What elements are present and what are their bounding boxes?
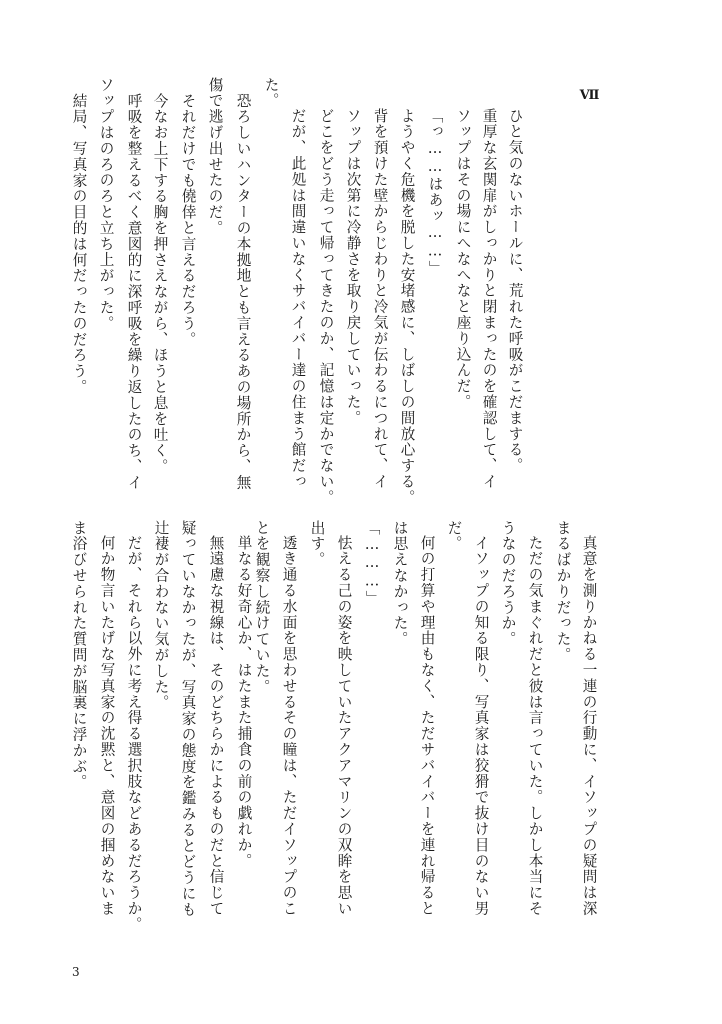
text-line: ソップはのろのろと立ち上がった。 [97,77,115,332]
text-line: ソップは次第に冷静さを取り戻していった。 [344,108,362,426]
text-line: 結局、写真家の目的は何だったのだろう。 [70,93,88,396]
text-line: イソップの知る限り、写真家は狡猾で抜け目のない男 [472,535,490,917]
text-line: 辻褄が合わない気がした。 [152,520,170,711]
text-line: ようやく危機を脱した安堵感に、しばしの間放心する。 [398,108,416,506]
text-line: だが、それら以外に考え得る選択肢などあるだろうか。 [125,535,143,933]
text-line: 「っ……はあッ……」 [426,108,444,277]
text-line: 無遠慮な視線は、そのどちらかによるものだと信じて [207,535,225,917]
text-line: 恐ろしいハンターの本拠地とも言えるあの場所から、無 [234,93,252,491]
text-line: どこをどう走って帰ってきたのか、記憶は定かでない。 [317,108,335,506]
text-line: は思えなかった。 [391,520,409,648]
page-number: 3 [72,965,80,979]
text-line: ま浴びせられた質問が脳裏に浮かぶ。 [70,520,88,791]
text-line: 今なお上下する胸を押さえながら、ほうと息を吐く。 [151,93,169,475]
text-line: 透き通る水面を思わせるその瞳は、ただイソップのこ [280,535,298,917]
text-line: ただの気まぐれだと彼は言っていた。しかし本当にそ [526,535,544,917]
text-line: それだけでも僥倖と言えるだろう。 [179,93,197,348]
text-line: 重厚な玄関扉がしっかりと閉まったのを確認して、イ [480,108,498,490]
text-line: まるばかりだった。 [554,520,572,664]
text-line: だが、此処は間違いなくサバイバー達の住まう館だっ [289,108,307,490]
text-line: 呼吸を整えるべく意図的に深呼吸を繰り返したのち、イ [125,93,143,491]
text-line: だ。 [445,520,463,552]
text-line: 単なる好奇心か、はたまた捕食の前の戯れか。 [235,535,253,869]
text-line: 疑っていなかったが、写真家の態度を鑑みるとどうにも [179,520,197,918]
text-line: 怯える己の姿を映していたアクアマリンの双眸を思い [335,535,353,917]
text-line: とを観察し続けていた。 [253,520,271,695]
text-line: 真意を測りかねる一連の行動に、イソップの疑問は深 [580,535,598,917]
text-line: ソップはその場にへなへなと座り込んだ。 [454,108,472,411]
text-line: 出す。 [308,520,326,568]
text-line: 何の打算や理由もなく、ただサバイバーを連れ帰ると [418,535,436,917]
text-line: うなのだろうか。 [499,520,517,648]
text-line: 「………」 [363,520,381,607]
text-line: 何か物言いたげな写真家の沈黙と、意図の掴めないま [98,535,116,917]
text-line: 背を預けた壁からじわりと冷気が伝わるにつれて、イ [371,108,389,490]
text-line: た。 [262,77,280,109]
text-line: 傷で逃げ出せたのだ。 [206,77,224,236]
text-line: ひと気のないホールに、荒れた呼吸がこだまする。 [506,108,524,474]
chapter-heading: Ⅶ [582,88,597,104]
